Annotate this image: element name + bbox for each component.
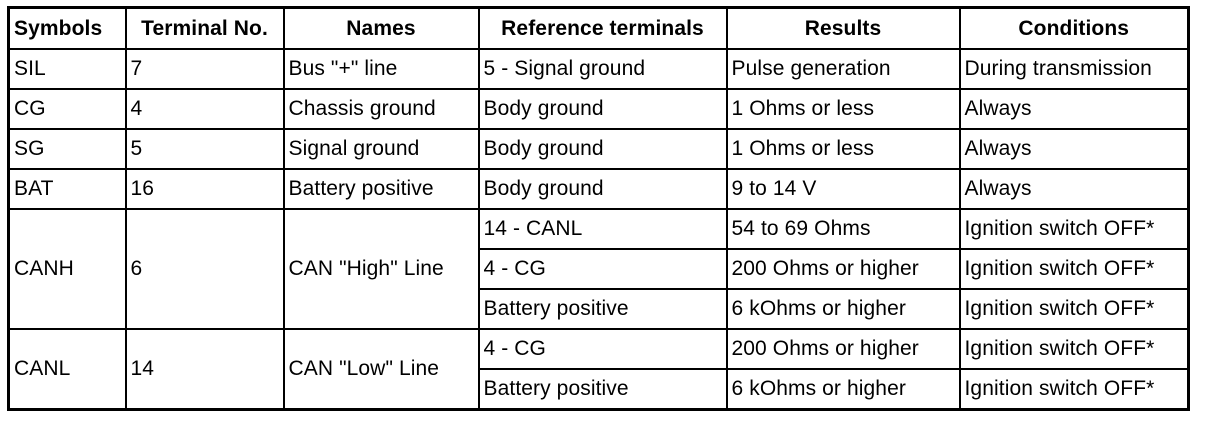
cell-condition: Ignition switch OFF* xyxy=(960,329,1189,369)
cell-terminal-no: 16 xyxy=(126,169,284,209)
cell-reference-terminal: Body ground xyxy=(479,89,727,129)
cell-name: Battery positive xyxy=(284,169,479,209)
table-row xyxy=(9,329,1189,369)
cell-reference-terminal: 4 - CG xyxy=(479,249,727,289)
cell-condition: Always xyxy=(960,169,1189,209)
cell-reference-terminal: Body ground xyxy=(479,169,727,209)
cell-reference-terminal: Battery positive xyxy=(479,369,727,410)
cell-name: Signal ground xyxy=(284,129,479,169)
terminal-spec-table xyxy=(7,6,1190,411)
table-row xyxy=(9,49,1189,89)
cell-symbol: BAT xyxy=(9,169,126,209)
header-conditions: Conditions xyxy=(960,8,1189,50)
cell-name: Bus "+" line xyxy=(284,49,479,89)
cell-symbol: CANH xyxy=(9,209,126,329)
cell-result: 200 Ohms or higher xyxy=(727,249,960,289)
cell-name: Chassis ground xyxy=(284,89,479,129)
cell-terminal-no: 7 xyxy=(126,49,284,89)
cell-result: 1 Ohms or less xyxy=(727,129,960,169)
header-results: Results xyxy=(727,8,960,50)
cell-result: 200 Ohms or higher xyxy=(727,329,960,369)
header-reference-terminals: Reference terminals xyxy=(479,8,727,50)
cell-reference-terminal: Body ground xyxy=(479,129,727,169)
cell-reference-terminal: 4 - CG xyxy=(479,329,727,369)
cell-result: 1 Ohms or less xyxy=(727,89,960,129)
cell-terminal-no: 5 xyxy=(126,129,284,169)
cell-result: 9 to 14 V xyxy=(727,169,960,209)
cell-condition: Ignition switch OFF* xyxy=(960,209,1189,249)
cell-condition: Ignition switch OFF* xyxy=(960,289,1189,329)
cell-symbol: CANL xyxy=(9,329,126,410)
cell-result: Pulse generation xyxy=(727,49,960,89)
cell-reference-terminal: 14 - CANL xyxy=(479,209,727,249)
cell-name: CAN "Low" Line xyxy=(284,329,479,410)
cell-condition: Ignition switch OFF* xyxy=(960,369,1189,410)
cell-reference-terminal: 5 - Signal ground xyxy=(479,49,727,89)
cell-reference-terminal: Battery positive xyxy=(479,289,727,329)
cell-terminal-no: 4 xyxy=(126,89,284,129)
header-symbols: Symbols xyxy=(9,8,126,50)
cell-symbol: SIL xyxy=(9,49,126,89)
table-row xyxy=(9,89,1189,129)
header-terminal-no: Terminal No. xyxy=(126,8,284,50)
cell-condition: Always xyxy=(960,129,1189,169)
cell-terminal-no: 6 xyxy=(126,209,284,329)
cell-condition: During transmission xyxy=(960,49,1189,89)
cell-symbol: SG xyxy=(9,129,126,169)
table-body xyxy=(9,49,1189,410)
cell-symbol: CG xyxy=(9,89,126,129)
cell-condition: Always xyxy=(960,89,1189,129)
cell-name: CAN "High" Line xyxy=(284,209,479,329)
cell-result: 6 kOhms or higher xyxy=(727,289,960,329)
cell-terminal-no: 14 xyxy=(126,329,284,410)
table-header-row xyxy=(9,8,1189,50)
table-row xyxy=(9,129,1189,169)
cell-result: 54 to 69 Ohms xyxy=(727,209,960,249)
table-row xyxy=(9,209,1189,249)
cell-condition: Ignition switch OFF* xyxy=(960,249,1189,289)
cell-result: 6 kOhms or higher xyxy=(727,369,960,410)
table-row xyxy=(9,169,1189,209)
header-names: Names xyxy=(284,8,479,50)
